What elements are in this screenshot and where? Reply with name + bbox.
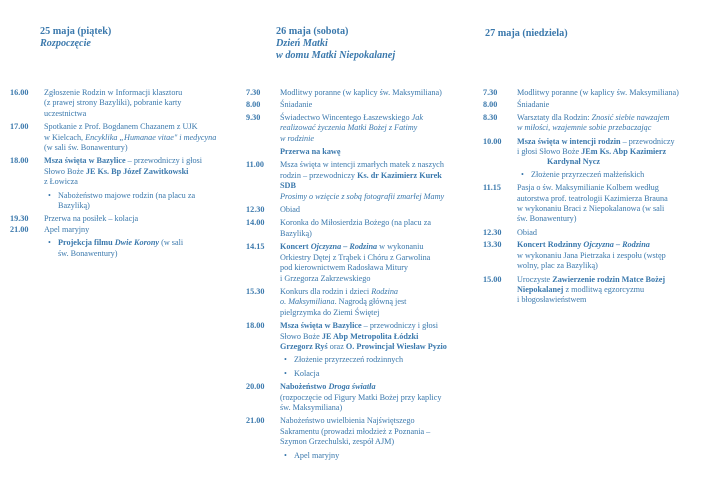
text-span: Ojczyzna – Rodzina [583, 240, 650, 250]
text-span: – przewodniczy i głosi [125, 156, 203, 166]
text-span: Niepokalanej [517, 284, 564, 294]
schedule-list [483, 88, 698, 306]
item-time: 19.30 [10, 214, 29, 224]
item-text [517, 137, 698, 168]
item-time: 9.30 [246, 112, 261, 122]
item-time: 17.00 [10, 122, 29, 132]
item-text [280, 382, 468, 413]
text-span: Msza święta w Bazylice [280, 321, 362, 331]
day-subtitle-2: w domu Matki Niepokalanej [276, 50, 396, 62]
text-span: z modlitwą egzorcyzmu [563, 284, 645, 294]
text-line: (w sali św. Bonawentury) [44, 143, 128, 153]
text-line [517, 137, 698, 147]
bullet-icon: • [48, 190, 51, 200]
schedule-item [246, 218, 468, 239]
schedule-item [246, 321, 468, 352]
bullet-icon: • [48, 238, 51, 248]
item-time: 18.00 [246, 321, 265, 331]
item-time: 8.00 [246, 100, 261, 110]
item-text [44, 88, 225, 119]
text-line: Zgłoszenie Rodzin w Informacji klasztoru [44, 88, 183, 97]
bullet-icon: • [284, 450, 287, 460]
bullet-icon: • [521, 169, 524, 179]
text-line: św. Bonawentury) [517, 214, 577, 224]
item-text [280, 287, 468, 318]
text-line: Msza święta w intencji zmarłych matek z naszych [280, 160, 444, 170]
day-date: 25 maja (piątek) [40, 26, 112, 37]
bullet-icon: • [284, 355, 287, 365]
item-time: 21.00 [10, 224, 29, 234]
sub-item [10, 238, 225, 259]
text-line: Bazyliką) [58, 201, 90, 211]
schedule-item [483, 183, 698, 225]
text-span: Słowo Boże [280, 331, 322, 341]
text-line: realizować życzenia Matki Bożej z Fatimy [280, 123, 418, 133]
text-line: pod kierownictwem Radosława Mitury [280, 263, 409, 273]
text-line: Bazyliką) [280, 228, 312, 238]
text-line: św. Maksymiliana) [280, 402, 343, 412]
text-line: Prosimy o wzięcie z sobą fotografii zmarłej Mamy [280, 191, 445, 201]
day-date: 26 maja (sobota) [276, 26, 349, 37]
text-line: w wykonaniu Jana Pietrzaka i zespołu (wstęp [517, 250, 666, 260]
text-line: Kardynał Nycz [547, 157, 600, 167]
sub-item [246, 451, 468, 461]
item-text: Przerwa na posiłek – kolacja [44, 214, 139, 224]
text-line [58, 238, 225, 248]
schedule-item [246, 113, 468, 144]
item-time: 11.15 [483, 183, 501, 193]
schedule-item [246, 287, 468, 318]
item-text: Modlitwy poranne (w kaplicy św. Maksymiliana) [517, 88, 679, 97]
text-span: Uroczyste [517, 274, 553, 284]
item-text [280, 113, 468, 144]
schedule-item [246, 88, 468, 98]
text-span: Znosić siebie nawzajem [591, 112, 670, 122]
day-subtitle: Rozpoczęcie [40, 38, 91, 49]
item-time: 14.00 [246, 218, 265, 228]
sub-item-text: Złożenie przyrzeczeń rodzinnych [294, 355, 404, 365]
text-span: JE Ks. Bp Józef Zawitkowski [85, 166, 189, 176]
text-span: JEm Ks. Abp Kazimierz [581, 147, 667, 157]
text-line: Pasja o św. Maksymilianie Kolbem według [517, 183, 659, 193]
item-time: 12.30 [483, 227, 502, 237]
text-line [280, 287, 468, 297]
sub-item [246, 355, 468, 365]
item-time: 13.30 [483, 240, 502, 250]
text-line [517, 240, 698, 250]
sub-item [246, 369, 468, 379]
schedule-item [483, 113, 698, 134]
day-header [276, 26, 468, 63]
text-span: i głosi Słowo Boże [517, 147, 582, 157]
item-text [280, 160, 468, 202]
text-line [280, 242, 468, 252]
text-span: Jak [411, 112, 423, 122]
item-text [280, 321, 468, 352]
schedule-item [246, 382, 468, 413]
text-span: oraz [327, 341, 346, 351]
day-header [485, 28, 698, 40]
schedule-item [483, 228, 698, 238]
item-text [517, 183, 698, 225]
text-line: uczestnictwa [44, 108, 87, 118]
text-span: w wykonaniu [377, 242, 424, 252]
text-line: Orkiestry Dętej z Trąbek i Chóru z Garwolina [280, 252, 431, 262]
item-text [517, 240, 698, 271]
text-span: rodzin – przewodniczy [280, 170, 358, 180]
item-text [280, 242, 468, 284]
sub-item-text: Kolacja [294, 368, 320, 378]
text-line: Spotkanie z Prof. Bogdanem Chazanem z UJK [44, 122, 198, 132]
item-time: 8.00 [483, 100, 498, 110]
schedule-item [483, 88, 698, 98]
sub-item-text [58, 191, 225, 212]
item-text: Obiad [517, 227, 538, 237]
text-span: Słowo Boże [44, 166, 86, 176]
text-line [280, 171, 468, 181]
text-line: i błogosławieństwem [517, 295, 587, 305]
schedule-item [10, 88, 225, 119]
schedule-item [483, 100, 698, 110]
text-span: Droga światła [328, 382, 376, 392]
text-line [44, 156, 225, 166]
sub-item [10, 191, 225, 212]
day-header [40, 26, 225, 50]
schedule-item [483, 275, 698, 306]
text-span: Msza święta w Bazylice [44, 156, 126, 166]
item-time: 20.00 [246, 382, 265, 392]
text-line [280, 113, 468, 123]
item-text: Śniadanie [517, 100, 550, 110]
text-line: SDB [280, 181, 296, 191]
day-subtitle: Dzień Matki [276, 38, 328, 49]
text-span: . Nagrodą główną jest [334, 297, 407, 307]
bullet-icon: • [284, 368, 287, 378]
item-text: Śniadanie [280, 100, 313, 110]
text-line: w rodzinie [280, 133, 315, 143]
item-text [280, 218, 468, 239]
schedule-item [246, 100, 468, 110]
item-time: 14.15 [246, 242, 265, 252]
item-time: 10.00 [483, 136, 502, 146]
text-line [44, 167, 225, 177]
text-line: i Grzegorza Zakrzewskiego [280, 273, 371, 283]
item-time: 16.00 [10, 88, 29, 97]
text-span: o. Maksymiliana [280, 297, 335, 307]
text-line: autorstwa prof. teatrologii Kazimierza Brauna [517, 193, 668, 203]
text-span: Koncert Rodzinny [517, 240, 584, 250]
schedule-item [246, 160, 468, 202]
text-span: Zawierzenie rodzin Matce Bożej [552, 274, 666, 284]
item-text: Obiad [280, 205, 301, 215]
sub-item-text [58, 238, 225, 259]
schedule-item [483, 240, 698, 271]
schedule-item [483, 137, 698, 168]
schedule-item [246, 242, 468, 284]
text-span: Grzegorz Ryś [280, 341, 328, 351]
text-line: wolny, plac za Bazyliką) [517, 261, 598, 271]
item-text: Modlitwy poranne (w kaplicy św. Maksymiliana) [280, 88, 442, 97]
item-text [280, 416, 468, 447]
text-span: – przewodniczy [620, 136, 675, 146]
text-line: w miłości, wzajemnie sobie przebaczając [517, 123, 652, 133]
text-span: Koncert [280, 242, 311, 252]
day-date: 27 maja (niedziela) [485, 28, 568, 39]
item-time: 18.00 [10, 156, 29, 166]
schedule-item [10, 214, 225, 224]
text-line: Nabożeństwo majowe rodzin (na placu za [58, 190, 196, 200]
text-span: Konkurs dla rodzin i dzieci [280, 286, 372, 296]
text-line: (rozpoczęcie od Figury Matki Bożej przy kaplicy [280, 392, 442, 402]
text-line [517, 275, 698, 285]
text-line [280, 321, 468, 331]
text-line: Nabożeństwo uwielbienia Najświętszego [280, 416, 415, 426]
text-line: Szymon Grzechulski, zespół AJM) [280, 437, 395, 447]
text-span: Nabożeństwo [280, 382, 329, 392]
text-line: z Łowicza [44, 177, 78, 187]
text-span: Rodzina [371, 286, 399, 296]
text-line [517, 147, 698, 157]
coffee-break: Przerwa na kawę [280, 147, 341, 157]
item-time: 7.30 [246, 88, 261, 97]
text-line: Sakramentu (prowadzi młodzież z Poznania – [280, 426, 431, 436]
schedule-item [10, 225, 225, 235]
text-span: Dwie Korony [114, 238, 160, 248]
sub-item-text: Złożenie przyrzeczeń małżeńskich [531, 169, 645, 179]
text-span: – przewodniczy i głosi [361, 321, 439, 331]
item-time: 15.30 [246, 286, 265, 296]
text-span: Świadectwo Wincentego Łaszewskiego [280, 112, 412, 122]
text-span: Ojczyzna – Rodzina [310, 242, 378, 252]
schedule-list [10, 88, 225, 259]
text-line: pielgrzymka do Ziemi Świętej [280, 307, 380, 317]
item-text [44, 122, 225, 153]
item-text: Apel maryjny [44, 224, 90, 234]
item-time: 21.00 [246, 416, 265, 426]
schedule-item [10, 156, 225, 187]
schedule-item [246, 416, 468, 447]
item-time: 7.30 [483, 88, 498, 97]
text-line: Koronka do Miłosierdzia Bożego (na placu za [280, 218, 431, 228]
text-span: Projekcja filmu [58, 238, 115, 248]
item-text [517, 113, 698, 134]
sub-item-text: Apel maryjny [294, 450, 340, 460]
schedule-item [246, 205, 468, 215]
text-span: Warsztaty dla Rodzin: [517, 112, 592, 122]
text-span: Ks. dr Kazimierz Kurek [357, 170, 442, 180]
text-line: św. Bonawentury) [58, 248, 118, 258]
sub-item [483, 170, 698, 180]
text-span: w Kielcach, [44, 132, 86, 142]
schedule-list [246, 88, 468, 461]
schedule-item [10, 122, 225, 153]
text-line [44, 133, 225, 143]
item-time: 8.30 [483, 112, 498, 122]
text-line [517, 285, 698, 295]
text-line [280, 382, 468, 392]
text-line: w wykonaniu Braci z Niepokalanowa (w sali [517, 204, 665, 214]
item-time: 12.30 [246, 205, 265, 215]
text-line: (z prawej strony Bazyliki), pobranie karty [44, 98, 182, 108]
text-line [280, 297, 468, 307]
item-time: 11.00 [246, 160, 264, 170]
text-span: JE Abp Metropolita Łódzki [321, 331, 419, 341]
text-span: Msza święta w intencji rodzin [517, 136, 621, 146]
text-span: Encyklika „Humanae vitae" i medycyna [85, 132, 217, 142]
item-time: 15.00 [483, 274, 502, 284]
item-text [44, 156, 225, 187]
text-line [280, 342, 468, 352]
text-span: O. Prowincjał Wiesław Pyzio [345, 341, 447, 351]
text-span: (w sali [159, 238, 184, 248]
text-line [517, 113, 698, 123]
item-text [517, 275, 698, 306]
text-line [280, 332, 468, 342]
